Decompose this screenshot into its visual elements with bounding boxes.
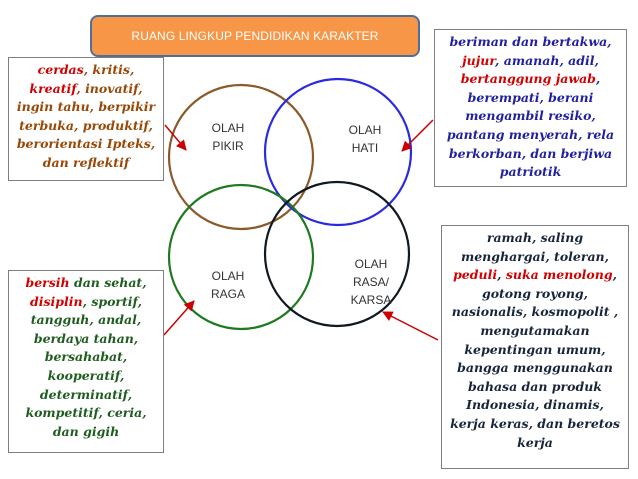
value-line bbox=[9, 154, 163, 173]
value-text: dan sehat, bbox=[69, 275, 147, 290]
value-text: berdaya tahan, bbox=[33, 330, 139, 346]
value-text: dan reflektif bbox=[42, 154, 130, 170]
value-text: determinatif, bbox=[39, 386, 133, 402]
value-text: mengambil resiko, bbox=[465, 108, 596, 124]
value-text: terbuka, produktif, bbox=[19, 117, 153, 133]
value-line bbox=[442, 378, 628, 397]
value-line bbox=[442, 434, 628, 453]
label-olah-pikir: OLAH PIKIR bbox=[211, 121, 245, 153]
value-line bbox=[442, 396, 628, 415]
value-line bbox=[9, 367, 163, 386]
value-line bbox=[9, 293, 163, 312]
value-line bbox=[9, 274, 163, 293]
value-text: tangguh, andal, bbox=[30, 312, 142, 328]
value-line bbox=[435, 52, 626, 71]
highlighted-value: peduli bbox=[453, 267, 498, 283]
value-text: berorientasi Ipteks, bbox=[16, 136, 156, 152]
value-line bbox=[9, 386, 163, 405]
value-text: , sportif, bbox=[82, 293, 142, 309]
value-text: gotong royong, bbox=[481, 285, 589, 301]
label-olah-raga: OLAH RAGA bbox=[210, 269, 245, 301]
value-text: nasionalis, kosmopolit , bbox=[451, 304, 619, 320]
olah-pikir-values-box bbox=[8, 57, 164, 181]
value-line bbox=[435, 89, 626, 108]
value-line bbox=[442, 266, 628, 285]
value-line bbox=[9, 330, 163, 349]
olah-rasa-values-box bbox=[441, 225, 629, 469]
value-text: kooperatif, bbox=[47, 367, 125, 383]
value-text: , inovatif, bbox=[76, 80, 143, 96]
value-line bbox=[9, 404, 163, 423]
value-line bbox=[442, 322, 628, 341]
label-olah-rasa-karsa: OLAH RASA/ KARSA bbox=[350, 257, 392, 307]
value-line bbox=[442, 229, 628, 248]
value-line bbox=[442, 359, 628, 378]
circle-olah-raga bbox=[169, 185, 313, 329]
diagram-title: RUANG LINGKUP PENDIDIKAN KARAKTER bbox=[90, 15, 420, 57]
value-line bbox=[442, 303, 628, 322]
olah-raga-values-box bbox=[8, 270, 164, 453]
highlighted-value: bersih bbox=[25, 275, 70, 290]
value-line bbox=[9, 311, 163, 330]
value-text: bahasa dan produk bbox=[468, 378, 602, 394]
highlighted-value: bertanggung jawab bbox=[460, 71, 596, 87]
value-line bbox=[435, 33, 626, 52]
value-line bbox=[9, 98, 163, 117]
highlighted-value: suka menolong bbox=[505, 267, 613, 283]
value-text: Indonesia, dinamis, bbox=[466, 397, 604, 413]
olah-hati-values-box bbox=[434, 29, 627, 187]
value-text: berempati, berani bbox=[467, 89, 594, 105]
value-text: menghargai, toleran, bbox=[460, 248, 609, 264]
value-line bbox=[442, 248, 628, 267]
value-text: kerja bbox=[517, 434, 553, 450]
value-line bbox=[9, 80, 163, 99]
value-text: bersahabat, bbox=[44, 349, 128, 365]
value-line bbox=[9, 135, 163, 154]
arrow-rasa bbox=[383, 312, 438, 340]
value-line bbox=[9, 348, 163, 367]
value-text: kepentingan umum, bbox=[464, 341, 606, 357]
value-text: , bbox=[595, 71, 601, 87]
value-text: , bbox=[497, 267, 506, 283]
value-line bbox=[442, 415, 628, 434]
value-line bbox=[9, 117, 163, 136]
highlighted-value: kreatif bbox=[29, 80, 77, 96]
value-text: dan gigih bbox=[52, 423, 120, 439]
value-text: berkorban, dan berjiwa bbox=[448, 145, 613, 161]
value-line bbox=[435, 163, 626, 182]
value-text: , amanah, adil, bbox=[495, 52, 599, 68]
value-text: mengutamakan bbox=[480, 322, 590, 338]
value-text: ingin tahu, berpikir bbox=[16, 99, 156, 115]
value-text: kerja keras, dan beretos bbox=[450, 415, 620, 431]
value-text: , bbox=[612, 267, 617, 283]
value-line bbox=[435, 145, 626, 164]
arrow-raga bbox=[164, 301, 194, 335]
value-text: patriotik bbox=[499, 164, 562, 180]
value-text: kompetitif, ceria, bbox=[25, 405, 147, 421]
value-text: pantang menyerah, rela bbox=[446, 126, 615, 142]
value-text: beriman dan bertakwa, bbox=[449, 34, 612, 49]
value-line bbox=[9, 61, 163, 80]
value-line bbox=[435, 126, 626, 145]
value-line bbox=[435, 70, 626, 89]
label-olah-hati: OLAH HATI bbox=[348, 123, 382, 155]
value-text: ramah, saling bbox=[486, 230, 584, 245]
value-line bbox=[442, 341, 628, 360]
value-text: bangga menggunakan bbox=[457, 360, 613, 376]
value-line bbox=[442, 285, 628, 304]
value-line bbox=[9, 423, 163, 442]
value-line bbox=[435, 107, 626, 126]
value-text: , kritis, bbox=[83, 62, 135, 77]
highlighted-value: disiplin bbox=[30, 293, 83, 309]
highlighted-value: cerdas bbox=[37, 62, 84, 77]
highlighted-value: jujur bbox=[462, 52, 496, 68]
